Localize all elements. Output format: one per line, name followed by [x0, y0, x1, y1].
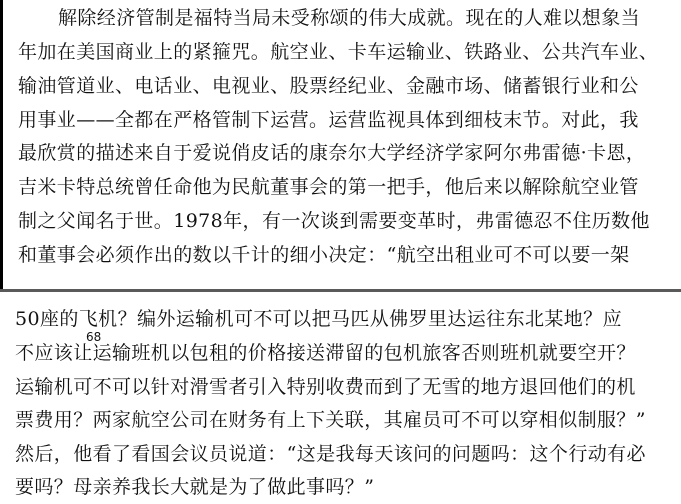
text-line: 和董事会必须作出的数以千计的细小决定：“航空出租业可不可以要一架: [18, 244, 630, 266]
text-line: 然后，他看了看国会议员说道：“这是我每天该问的问题吗：这个行动有必: [15, 443, 646, 465]
text-line: 运输机可不可以针对滑雪者引入特别收费而到了无雪的地方退回他们的机: [15, 376, 636, 398]
text-line: 制之父闻名于世。1978年，有一次谈到需要变革时，弗雷德忍不住历数他: [18, 210, 650, 232]
text-line: 50座的飞机？编外运输机可不可以把马匹从佛罗里达运往东北某地？应: [15, 308, 622, 330]
text-line: 最欣赏的描述来自于爱说俏皮话的康奈尔大学经济学家阿尔弗雷德·卡恩，: [18, 142, 646, 164]
text-line: 解除经济管制是福特当局未受称颂的伟大成就。现在的人难以想象当: [58, 7, 641, 29]
page-number: 68: [86, 330, 102, 344]
text-line: 输油管道业、电话业、电视业、股票经纪业、金融市场、储蓄银行业和公: [18, 75, 639, 97]
text-line: 不应该让运输班机以包租的价格接送滞留的包机旅客否则班机就要空开？: [15, 342, 636, 364]
text-line: 票费用？两家航空公司在财务有上下关联，其雇员可不可以穿相似制服？”: [15, 409, 646, 431]
text-line: 用事业——全都在严格管制下运营。运营监视具体到细枝末节。对此，我: [18, 109, 639, 131]
text-line: 年加在美国商业上的紧箍咒。航空业、卡车运输业、铁路业、公共汽车业、: [18, 41, 659, 63]
lower-page: [0, 292, 681, 504]
text-line: 吉米卡特总统曾任命他为民航董事会的第一把手，他后来以解除航空业管: [18, 176, 639, 198]
text-line: 要吗？母亲养我长大就是为了做此事吗？”: [15, 476, 375, 498]
